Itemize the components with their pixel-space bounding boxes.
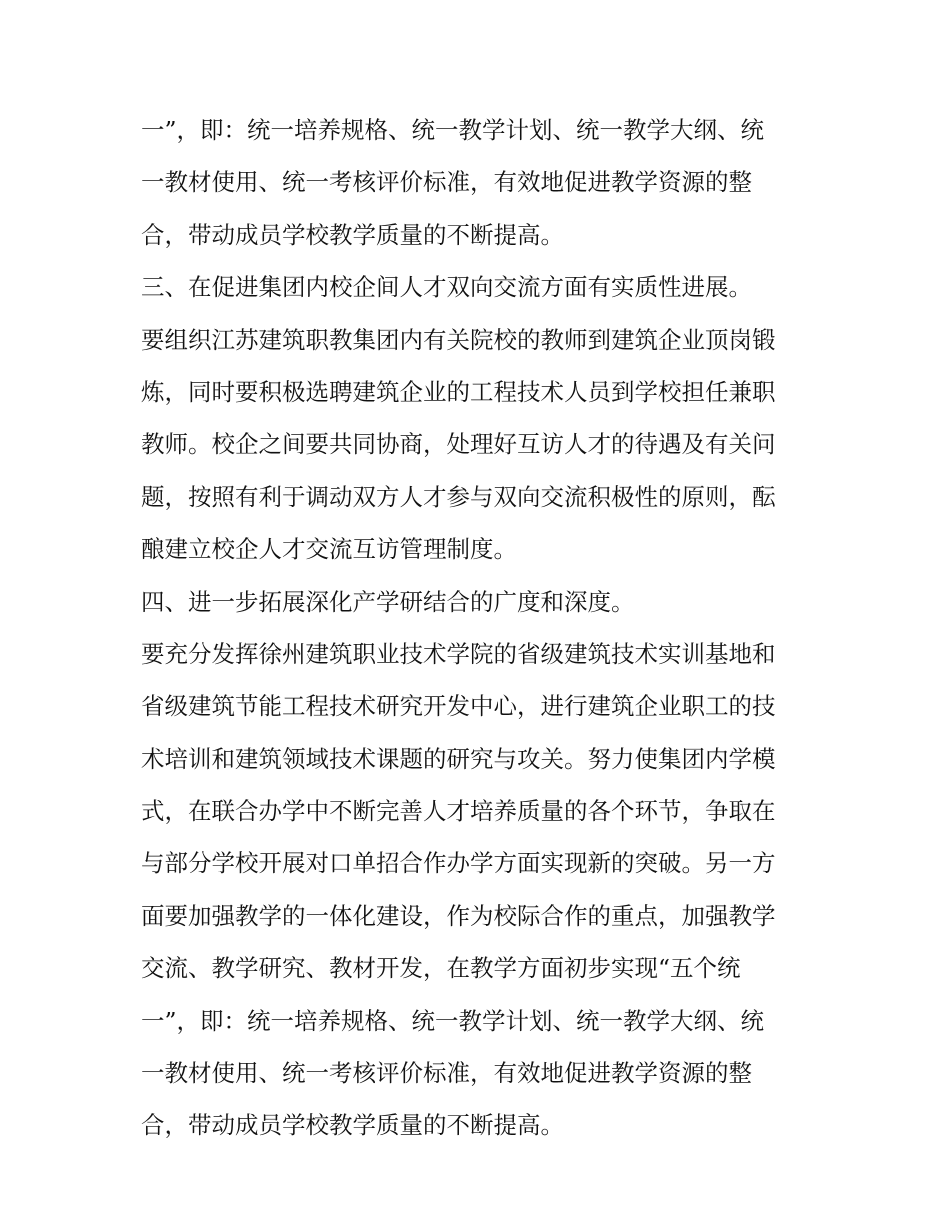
text-line: 合，带动成员学校教学质量的不断提高。 (141, 220, 564, 249)
text-line: 面要加强教学的一体化建设，作为校际合作的重点，加强教学 (141, 901, 776, 930)
text-line: 省级建筑节能工程技术研究开发中心，进行建筑企业职工的技 (141, 692, 776, 721)
text-line: 合，带动成员学校教学质量的不断提高。 (141, 1111, 564, 1140)
text-line: 要组织江苏建筑职教集团内有关院校的教师到建筑企业顶岗锻 (141, 325, 776, 354)
text-line: 炼，同时要积极选聘建筑企业的工程技术人员到学校担任兼职 (141, 377, 776, 406)
text-line: 一”，即：统一培养规格、统一教学计划、统一教学大纲、统 (141, 116, 765, 144)
section-heading-3: 三、在促进集团内校企间人才双向交流方面有实质性进展。 (141, 273, 752, 302)
text-line: 题，按照有利于调动双方人才参与双向交流积极性的原则，酝 (141, 482, 776, 511)
text-line: 要充分发挥徐州建筑职业技术学院的省级建筑技术实训基地和 (141, 639, 776, 668)
text-line: 酿建立校企人才交流互访管理制度。 (141, 535, 517, 564)
text-line: 一教材使用、统一考核评价标准，有效地促进教学资源的整 (141, 168, 752, 197)
text-line: 一教材使用、统一考核评价标准，有效地促进教学资源的整 (141, 1059, 752, 1088)
text-line: 式，在联合办学中不断完善人才培养质量的各个环节，争取在 (141, 797, 776, 826)
text-line: 一”，即：统一培养规格、统一教学计划、统一教学大纲、统 (141, 1006, 765, 1035)
text-line: 交流、教学研究、教材开发，在教学方面初步实现“五个统 (141, 954, 741, 983)
body-text (141, 104, 821, 1152)
text-line: 教师。校企之间要共同协商，处理好互访人才的待遇及有关问 (141, 430, 776, 459)
section-heading-4: 四、进一步拓展深化产学研结合的广度和深度。 (141, 587, 635, 616)
text-line: 与部分学校开展对口单招合作办学方面实现新的突破。另一方 (141, 849, 776, 878)
text-line: 术培训和建筑领域技术课题的研究与攻关。努力使集团内学模 (141, 744, 776, 773)
